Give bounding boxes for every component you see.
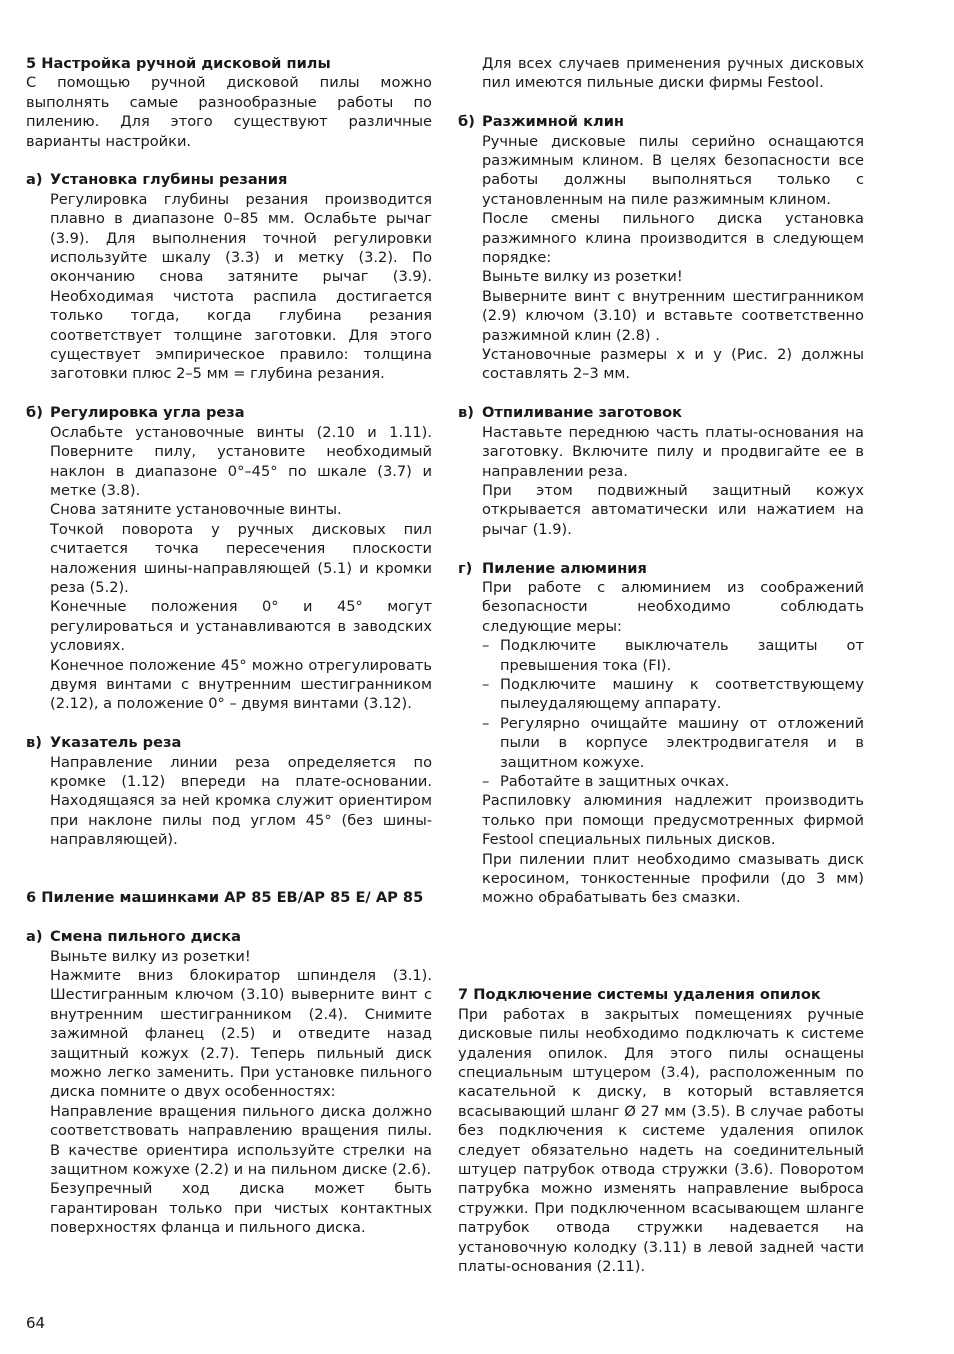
heading-cut-angle: б) Регулировка угла реза bbox=[26, 404, 245, 422]
aluminium-measures-list bbox=[482, 636, 864, 791]
paragraph: При пилении плит необходимо смазывать диск керосином, тонкостенные профили (до 3 мм) можно обрабатывать без смазки. bbox=[482, 850, 864, 907]
paragraph: Нажмите вниз блокиратор шпинделя (3.1). Шестигранным ключом (3.10) выверните винт с внутренним шестигранником (2.4). Снимите зажимной фланец (2.5) и отведите назад защитный кожух (2.7). Теперь пильный диск можно легко заменить. При установке пильного диска помните о двух особенностях: bbox=[50, 967, 432, 1101]
list-item: – Подключите машину к соответствующему пылеудаляющему аппарату. bbox=[482, 675, 864, 713]
paragraph: Ослабьте установочные винты (2.10 и 1.11). Поверните пилу, установите необходимый наклон в диапазоне 0°–45° по шкале (3.7) и метке (3.8). bbox=[50, 423, 432, 499]
paragraph: Наставьте переднюю часть платы-основания на заготовку. Включите пилу и продвигайте ее в направлении реза. bbox=[482, 423, 864, 480]
paragraph: Выньте вилку из розетки! bbox=[50, 947, 251, 965]
heading-aluminium: г) Пиление алюминия bbox=[458, 559, 647, 577]
paragraph: Точкой поворота у ручных дисковых пил считается точка пересечения плоскости наложения шины-направляющей (5.1) и кромки реза (5.2). bbox=[50, 520, 432, 596]
list-item: – Регулярно очищайте машину от отложений пыли в корпусе электродвигателя и в защитном кожухе. bbox=[482, 714, 864, 771]
paragraph: Распиловку алюминия надлежит производить только при помощи предусмотренных фирмой Festool специальных пильных дисков. bbox=[482, 792, 864, 849]
paragraph: Выньте вилку из розетки! bbox=[482, 268, 683, 286]
paragraph: Установочные размеры x и y (Рис. 2) должны составлять 2–3 мм. bbox=[482, 346, 864, 383]
paragraph: При этом подвижный защитный кожух открывается автоматически или нажатием на рычаг (1.9). bbox=[482, 481, 864, 538]
right-column bbox=[458, 54, 864, 1277]
section-5-intro: С помощью ручной дисковой пилы можно выполнять самые разнообразные работы по пилению. Для этого существуют различные варианты настройки. bbox=[26, 74, 432, 150]
heading-cut-indicator: в) Указатель реза bbox=[26, 734, 182, 752]
paragraph: Снова затяните установочные винты. bbox=[50, 501, 342, 519]
paragraph: Конечное положение 45° можно отрегулировать двумя винтами с внутренним шестигранником (2.12), а положение 0° – двумя винтами (3.12). bbox=[50, 656, 432, 713]
section-6-title: 6 Пиление машинками AP 85 EB/AP 85 E/ AP 85 bbox=[26, 889, 424, 907]
heading-cut-depth: а) Установка глубины резания bbox=[26, 171, 288, 189]
paragraph: При работе с алюминием из соображений безопасности необходимо соблюдать следующие меры: bbox=[482, 578, 864, 635]
page-number: 64 bbox=[26, 1314, 46, 1332]
paragraph: После смены пильного диска установка разжимного клина производится в следующем порядке: bbox=[482, 210, 864, 267]
left-column bbox=[26, 54, 432, 1238]
heading-blade-change: а) Смена пильного диска bbox=[26, 928, 242, 946]
list-item: – Работайте в защитных очках. bbox=[482, 772, 730, 790]
paragraph: Безупречный ход диска может быть гарантирован только при чистых контактных поверхностях фланца и пильного диска. bbox=[50, 1180, 432, 1237]
section-7-title: 7 Подключение системы удаления опилок bbox=[458, 986, 821, 1004]
paragraph: Для всех случаев применения ручных дисковых пил имеются пильные диски фирмы Festool. bbox=[482, 55, 864, 92]
heading-cutting-workpieces: в) Отпиливание заготовок bbox=[458, 404, 683, 422]
paragraph: Регулировка глубины резания производится плавно в диапазоне 0–85 мм. Ослабьте рычаг (3.9). Для выполнения точной регулировки используйте шкалу (3.3) и метку (3.2). По окончанию снова затяните рычаг (3.9). Необходимая чистота распила достигается только тогда, когда глубина резания соответствует толщине заготовки. Для этого существует эмпирическое правило: толщина заготовки плюс 2–5 мм = глубина резания. bbox=[50, 190, 432, 383]
paragraph: Направление вращения пильного диска должно соответствовать направлению вращения пилы. В качестве ориентира используйте стрелки на защитном кожухе (2.2) и на пильном диске (2.6). bbox=[50, 1102, 432, 1179]
list-item: – Подключите выключатель защиты от превышения тока (FI). bbox=[482, 637, 864, 674]
heading-riving-knife: б) Разжимной клин bbox=[458, 113, 625, 131]
paragraph: Конечные положения 0° и 45° могут регулироваться и устанавливаются в заводских условиях. bbox=[50, 598, 432, 655]
paragraph: Ручные дисковые пилы серийно оснащаются разжимным клином. В целях безопасности все работы должны выполняться только с установленным на пиле разжимным клином. bbox=[482, 132, 864, 208]
paragraph: Направление линии реза определяется по кромке (1.12) впереди на плате-основании. Находящаяся за ней кромка служит ориентиром при наклоне пилы под углом 45° (без шины-направляющей). bbox=[50, 753, 432, 849]
paragraph: При работах в закрытых помещениях ручные дисковые пилы необходимо подключать к системе удаления опилок. Для этого пилы оснащены специальным штуцером (3.4), расположенным по касательной к диску, в который вставляется всасывающий шланг Ø 27 мм (3.5). В случае работы без подключения к системе удаления опилок следует обязательно надеть на соединительный штуцер патрубок отвода стружки (3.6). Поворотом патрубка можно изменять направление выброса стружки. При подключенном всасывающем шланге патрубок отвода стружки надевается на установочную колодку (3.11) в левой задней части платы-основания (2.11). bbox=[458, 1005, 864, 1276]
section-5-title: 5 Настройка ручной дисковой пилы bbox=[26, 55, 331, 72]
paragraph: Выверните винт с внутренним шестигранником (2.9) ключом (3.10) и вставьте соответственно разжимной клин (2.8) . bbox=[482, 287, 864, 344]
